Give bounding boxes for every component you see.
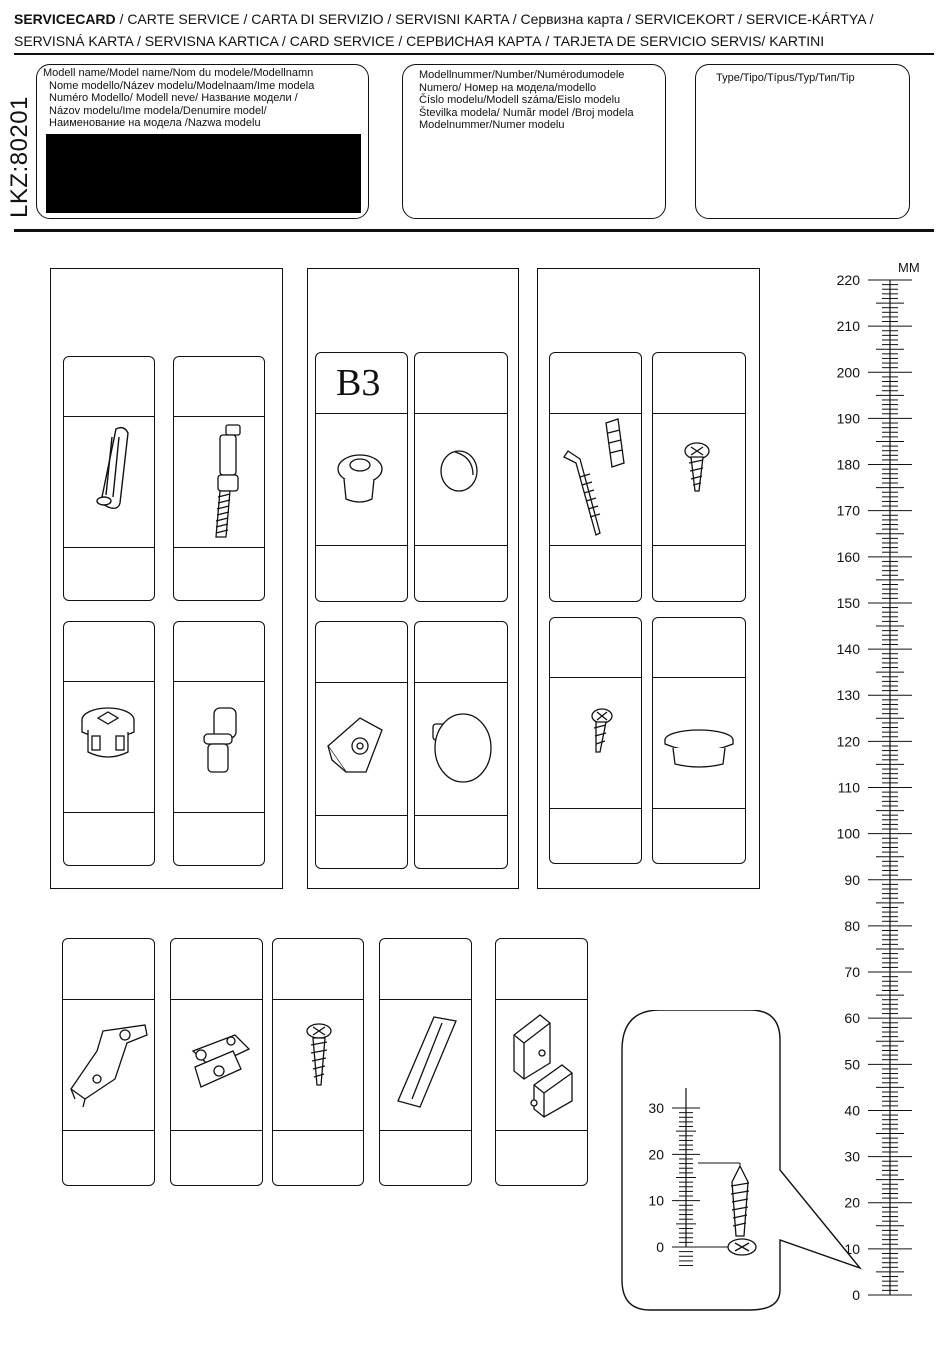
- ruler-label: 10: [844, 1240, 860, 1257]
- model-number-label-1: Modellnummer/Number/Numérodumodele: [419, 69, 625, 81]
- service-card-header: [14, 8, 939, 52]
- model-name-label-1: Modell name/Model name/Nom du modele/Modellnamn: [43, 67, 314, 79]
- ruler-unit-label: MM: [898, 260, 920, 275]
- model-number-label-2: Numero/ Номер на модела/modello: [419, 81, 597, 94]
- drawer-connector-icon: [496, 939, 588, 1186]
- ruler-label: 150: [836, 594, 860, 611]
- b3-label: B3: [336, 362, 381, 404]
- model-number-box: [402, 64, 666, 219]
- callout-ruler-label: 0: [656, 1239, 664, 1255]
- callout-ruler-label: 10: [648, 1192, 664, 1209]
- shelf-pin-icon: [174, 622, 265, 866]
- ruler-label: 70: [844, 964, 860, 981]
- round-knob-icon: [415, 622, 508, 869]
- part-card: [173, 356, 265, 601]
- wooden-dowel-icon: [64, 357, 155, 601]
- ruler-label: 220: [836, 272, 860, 288]
- ruler-label: 30: [844, 1148, 860, 1165]
- model-name-label-3: Numéro Modello/ Modell neve/ Название модели /: [49, 92, 298, 105]
- part-card: [272, 938, 364, 1186]
- ruler-label: 190: [836, 410, 860, 427]
- model-number-label-5: Modelnummer/Numer modelu: [419, 119, 565, 132]
- corner-bracket-icon: [316, 622, 408, 869]
- connecting-bolt-icon: [174, 357, 265, 601]
- product-code: LKZ:80201: [6, 96, 33, 218]
- part-card: [170, 938, 263, 1186]
- small-screw-icon: [550, 618, 642, 864]
- header-divider: [14, 53, 934, 55]
- screw-measure-callout: [620, 1010, 870, 1320]
- part-card: [414, 352, 508, 602]
- type-box: [695, 64, 910, 219]
- model-number-label-4: Številka modela/ Numãr model /Broj modela: [419, 106, 634, 119]
- ruler-label: 210: [836, 318, 860, 335]
- part-card: [63, 621, 155, 866]
- part-card: [549, 352, 642, 602]
- ruler-label: 170: [836, 502, 860, 519]
- hole-cap-icon: [653, 618, 746, 864]
- part-card: [495, 938, 588, 1186]
- ruler-label: 140: [836, 641, 860, 658]
- part-card: [414, 621, 508, 869]
- ruler-label: 40: [844, 1102, 860, 1119]
- model-name-label-4: Názov modelu/Ime modela/Denumire model/: [49, 104, 267, 117]
- type-label: Type/Tipo/Típus/Typ/Тип/Tip: [716, 72, 855, 84]
- model-name-label-2: Nome modello/Název modelu/Modelnaam/Ime modela: [49, 79, 315, 92]
- ruler-label: 180: [836, 456, 860, 473]
- ruler-label: 200: [836, 364, 860, 381]
- ruler-label: 110: [837, 779, 860, 796]
- cover-cap-icon: [316, 353, 408, 602]
- ruler-label: 50: [844, 1056, 860, 1073]
- long-screw-icon: [273, 939, 364, 1186]
- model-number-label-3: Číslo modelu/Modell száma/Eislo modelu: [419, 94, 621, 107]
- header-title: SERVICECARD: [14, 11, 116, 27]
- ruler-label: 60: [844, 1010, 860, 1027]
- model-name-label-5: Наименование на модела /Nazwa modelu: [49, 117, 261, 130]
- ruler-label: 80: [844, 917, 860, 934]
- part-card: [315, 621, 408, 869]
- header-line2: SERVISNÁ KARTA / SERVISNA KARTICA / CARD SERVICE / СЕРВИСНАЯ КАРТА / TARJETA DE SERVICIO SERVIS/ KARTINI: [14, 33, 825, 49]
- part-card: [62, 938, 155, 1186]
- part-card: [63, 356, 155, 601]
- ruler-label: 100: [836, 825, 860, 842]
- short-screw-icon: [653, 353, 746, 602]
- part-card: [379, 938, 472, 1186]
- cam-lock-icon: [64, 622, 155, 866]
- redacted-model-name: [46, 134, 361, 213]
- ruler-label: 0: [852, 1287, 860, 1303]
- ruler-label: 90: [844, 871, 860, 888]
- hinge-icon: [63, 939, 155, 1186]
- callout-ruler-label: 20: [648, 1146, 664, 1163]
- wooden-strip-icon: [380, 939, 472, 1186]
- ruler-label: 120: [836, 733, 860, 750]
- part-card: [173, 621, 265, 866]
- ruler-label: 20: [844, 1194, 860, 1211]
- round-cap-icon: [415, 353, 508, 602]
- mounting-plate-icon: [171, 939, 263, 1186]
- info-divider: [14, 229, 934, 232]
- ruler-label: 160: [836, 548, 860, 565]
- ruler-label: 130: [836, 687, 860, 704]
- header-line1: / CARTE SERVICE / CARTA DI SERVIZIO / SERVISNI KARTA / Сервизна карта / SERVICEKORT / SERVICE-KÁRTYA /: [115, 11, 874, 27]
- callout-ruler-label: 30: [648, 1100, 664, 1116]
- part-card: [549, 617, 642, 864]
- part-card: [652, 617, 746, 864]
- part-card: [315, 352, 408, 602]
- part-card: [652, 352, 746, 602]
- hook-with-anchor-icon: [550, 353, 642, 602]
